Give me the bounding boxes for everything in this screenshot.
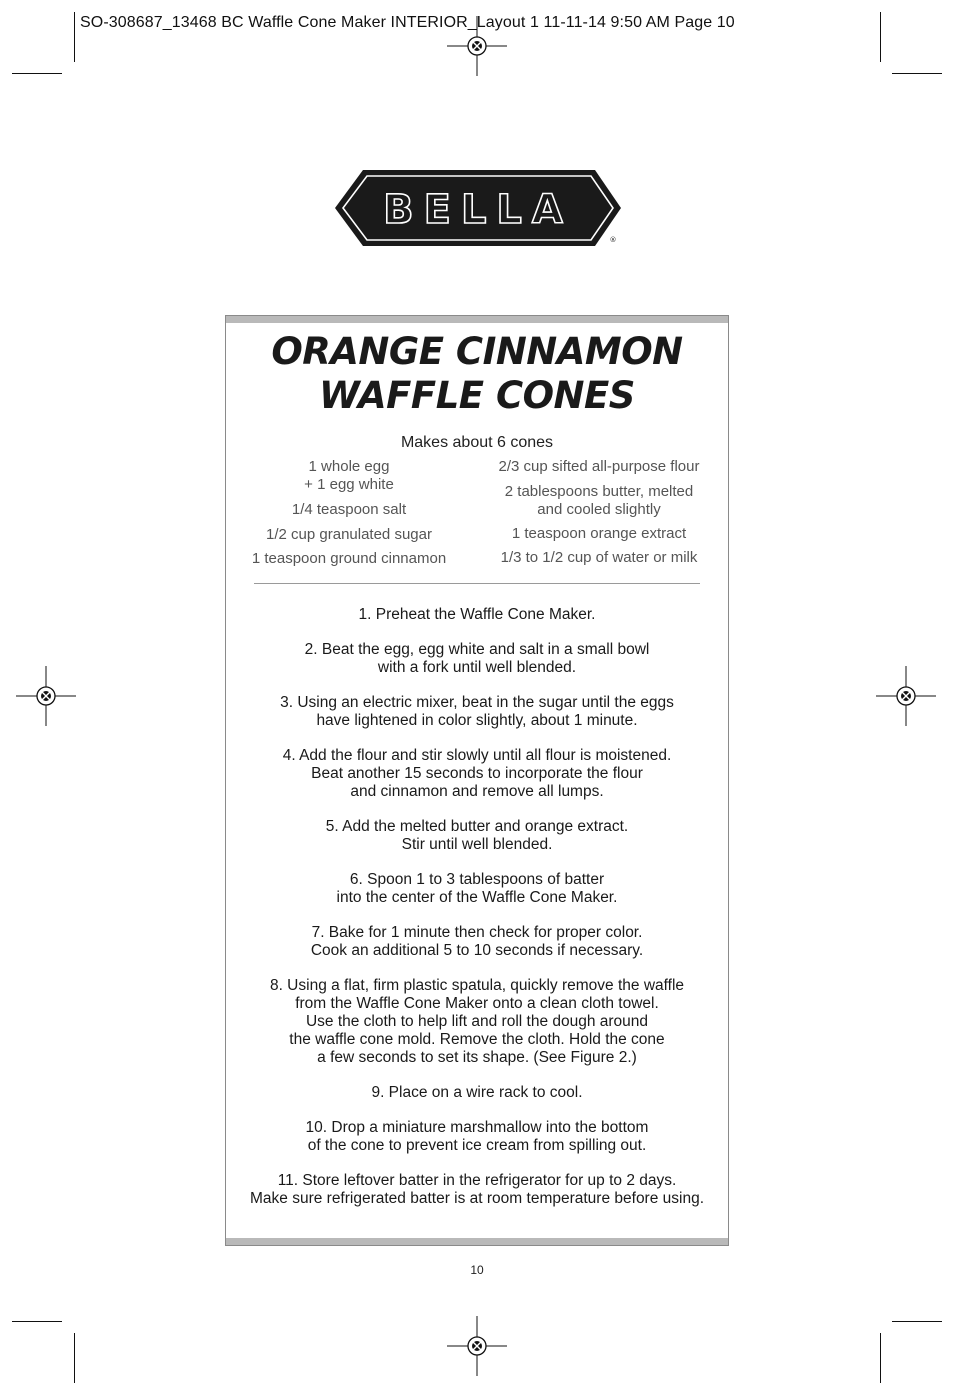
instruction-line: 10. Drop a miniature marshmallow into the bottom — [305, 1119, 649, 1136]
instruction-line: 5. Add the melted butter and orange extract. — [325, 818, 629, 835]
card-top-bar — [226, 316, 728, 323]
instruction-line: 9. Place on a wire rack to cool. — [371, 1084, 583, 1101]
instruction-line: 11. Store leftover batter in the refrigerator for up to 2 days. — [277, 1172, 677, 1189]
instruction-line: 4. Add the flour and stir slowly until all flour is moistened. — [282, 747, 672, 764]
printer-slug: SO-308687_13468 BC Waffle Cone Maker INTERIOR_Layout 1 11-11-14 9:50 AM Page 10 — [80, 14, 735, 31]
instruction-step — [226, 977, 728, 1067]
ingredient-line: and cooled slightly — [537, 501, 661, 518]
crop-mark — [880, 12, 881, 62]
ingredient-line: 2/3 cup sifted all-purpose flour — [498, 458, 700, 475]
registration-mark-icon — [876, 666, 936, 726]
instruction-line: Beat another 15 seconds to incorporate the flour — [311, 765, 643, 782]
ingredient-line: 1 whole egg — [308, 458, 390, 475]
card-bottom-bar — [226, 1238, 728, 1245]
instruction-line: 2. Beat the egg, egg white and salt in a small bowl — [304, 641, 650, 658]
recipe-title-line: ORANGE CINNAMON — [271, 330, 683, 373]
ingredient-item — [229, 550, 469, 568]
crop-mark — [74, 12, 75, 62]
section-divider — [254, 583, 700, 584]
instruction-line: 1. Preheat the Waffle Cone Maker. — [358, 606, 596, 623]
recipe-card — [225, 315, 729, 1246]
registered-mark: ® — [609, 236, 617, 244]
crop-mark — [892, 73, 942, 74]
instruction-line: Cook an additional 5 to 10 seconds if necessary. — [310, 942, 644, 959]
ingredients-right-column — [479, 458, 719, 567]
instruction-line: 8. Using a flat, firm plastic spatula, quickly remove the waffle — [269, 977, 685, 994]
instruction-step — [226, 924, 728, 960]
instruction-step — [226, 871, 728, 907]
instructions-list — [226, 606, 728, 1225]
instruction-step — [226, 694, 728, 730]
ingredient-item — [229, 501, 469, 519]
crop-mark — [892, 1321, 942, 1322]
bella-logo — [333, 168, 623, 254]
crop-mark — [12, 73, 62, 74]
instruction-step — [226, 1172, 728, 1208]
instruction-step — [226, 1119, 728, 1155]
ingredient-line: 1 teaspoon orange extract — [511, 525, 687, 542]
instruction-line: with a fork until well blended. — [377, 659, 577, 676]
ingredient-line: 1/2 cup granulated sugar — [266, 526, 432, 543]
crop-mark — [880, 1333, 881, 1383]
instruction-line: a few seconds to set its shape. (See Figure 2.) — [317, 1049, 637, 1066]
instruction-line: Use the cloth to help lift and roll the dough around — [305, 1013, 649, 1030]
registration-mark-icon — [447, 16, 507, 76]
ingredient-item — [229, 526, 469, 544]
crop-mark — [12, 1321, 62, 1322]
ingredient-item — [479, 483, 719, 519]
instruction-step — [226, 641, 728, 677]
ingredient-item — [229, 458, 469, 494]
ingredients-left-column — [229, 458, 469, 568]
instruction-step — [226, 747, 728, 801]
ingredient-line: + 1 egg white — [304, 476, 394, 493]
instruction-step — [226, 1084, 728, 1102]
instruction-line: 6. Spoon 1 to 3 tablespoons of batter — [349, 871, 605, 888]
instruction-line: have lightened in color slightly, about 1 minute. — [316, 712, 638, 729]
ingredient-line: 1 teaspoon ground cinnamon — [251, 550, 447, 567]
ingredient-item — [479, 458, 719, 476]
crop-mark — [74, 1333, 75, 1383]
instruction-line: the waffle cone mold. Remove the cloth. Hold the cone — [289, 1031, 665, 1048]
page-number: 10 — [470, 1263, 484, 1277]
instruction-line: and cinnamon and remove all lumps. — [350, 783, 604, 800]
instruction-line: Stir until well blended. — [401, 836, 553, 853]
recipe-title — [226, 330, 728, 418]
registration-mark-icon — [16, 666, 76, 726]
ingredient-line: 1/4 teaspoon salt — [291, 501, 407, 518]
recipe-yield: Makes about 6 cones — [400, 434, 554, 451]
instruction-line: from the Waffle Cone Maker onto a clean cloth towel. — [295, 995, 659, 1012]
brand-wordmark: BELLA — [383, 187, 573, 233]
ingredient-line: 1/3 to 1/2 cup of water or milk — [500, 549, 698, 566]
ingredient-item — [479, 525, 719, 543]
instruction-step — [226, 606, 728, 624]
recipe-title-line: WAFFLE CONES — [319, 374, 635, 417]
registration-mark-icon — [447, 1316, 507, 1376]
instruction-line: 3. Using an electric mixer, beat in the sugar until the eggs — [280, 694, 674, 711]
instruction-line: Make sure refrigerated batter is at room temperature before using. — [249, 1190, 705, 1207]
ingredient-item — [479, 549, 719, 567]
instruction-line: of the cone to prevent ice cream from spilling out. — [307, 1137, 647, 1154]
ingredient-line: 2 tablespoons butter, melted — [504, 483, 694, 500]
instruction-step — [226, 818, 728, 854]
instruction-line: into the center of the Waffle Cone Maker. — [336, 889, 618, 906]
instruction-line: 7. Bake for 1 minute then check for proper color. — [311, 924, 643, 941]
